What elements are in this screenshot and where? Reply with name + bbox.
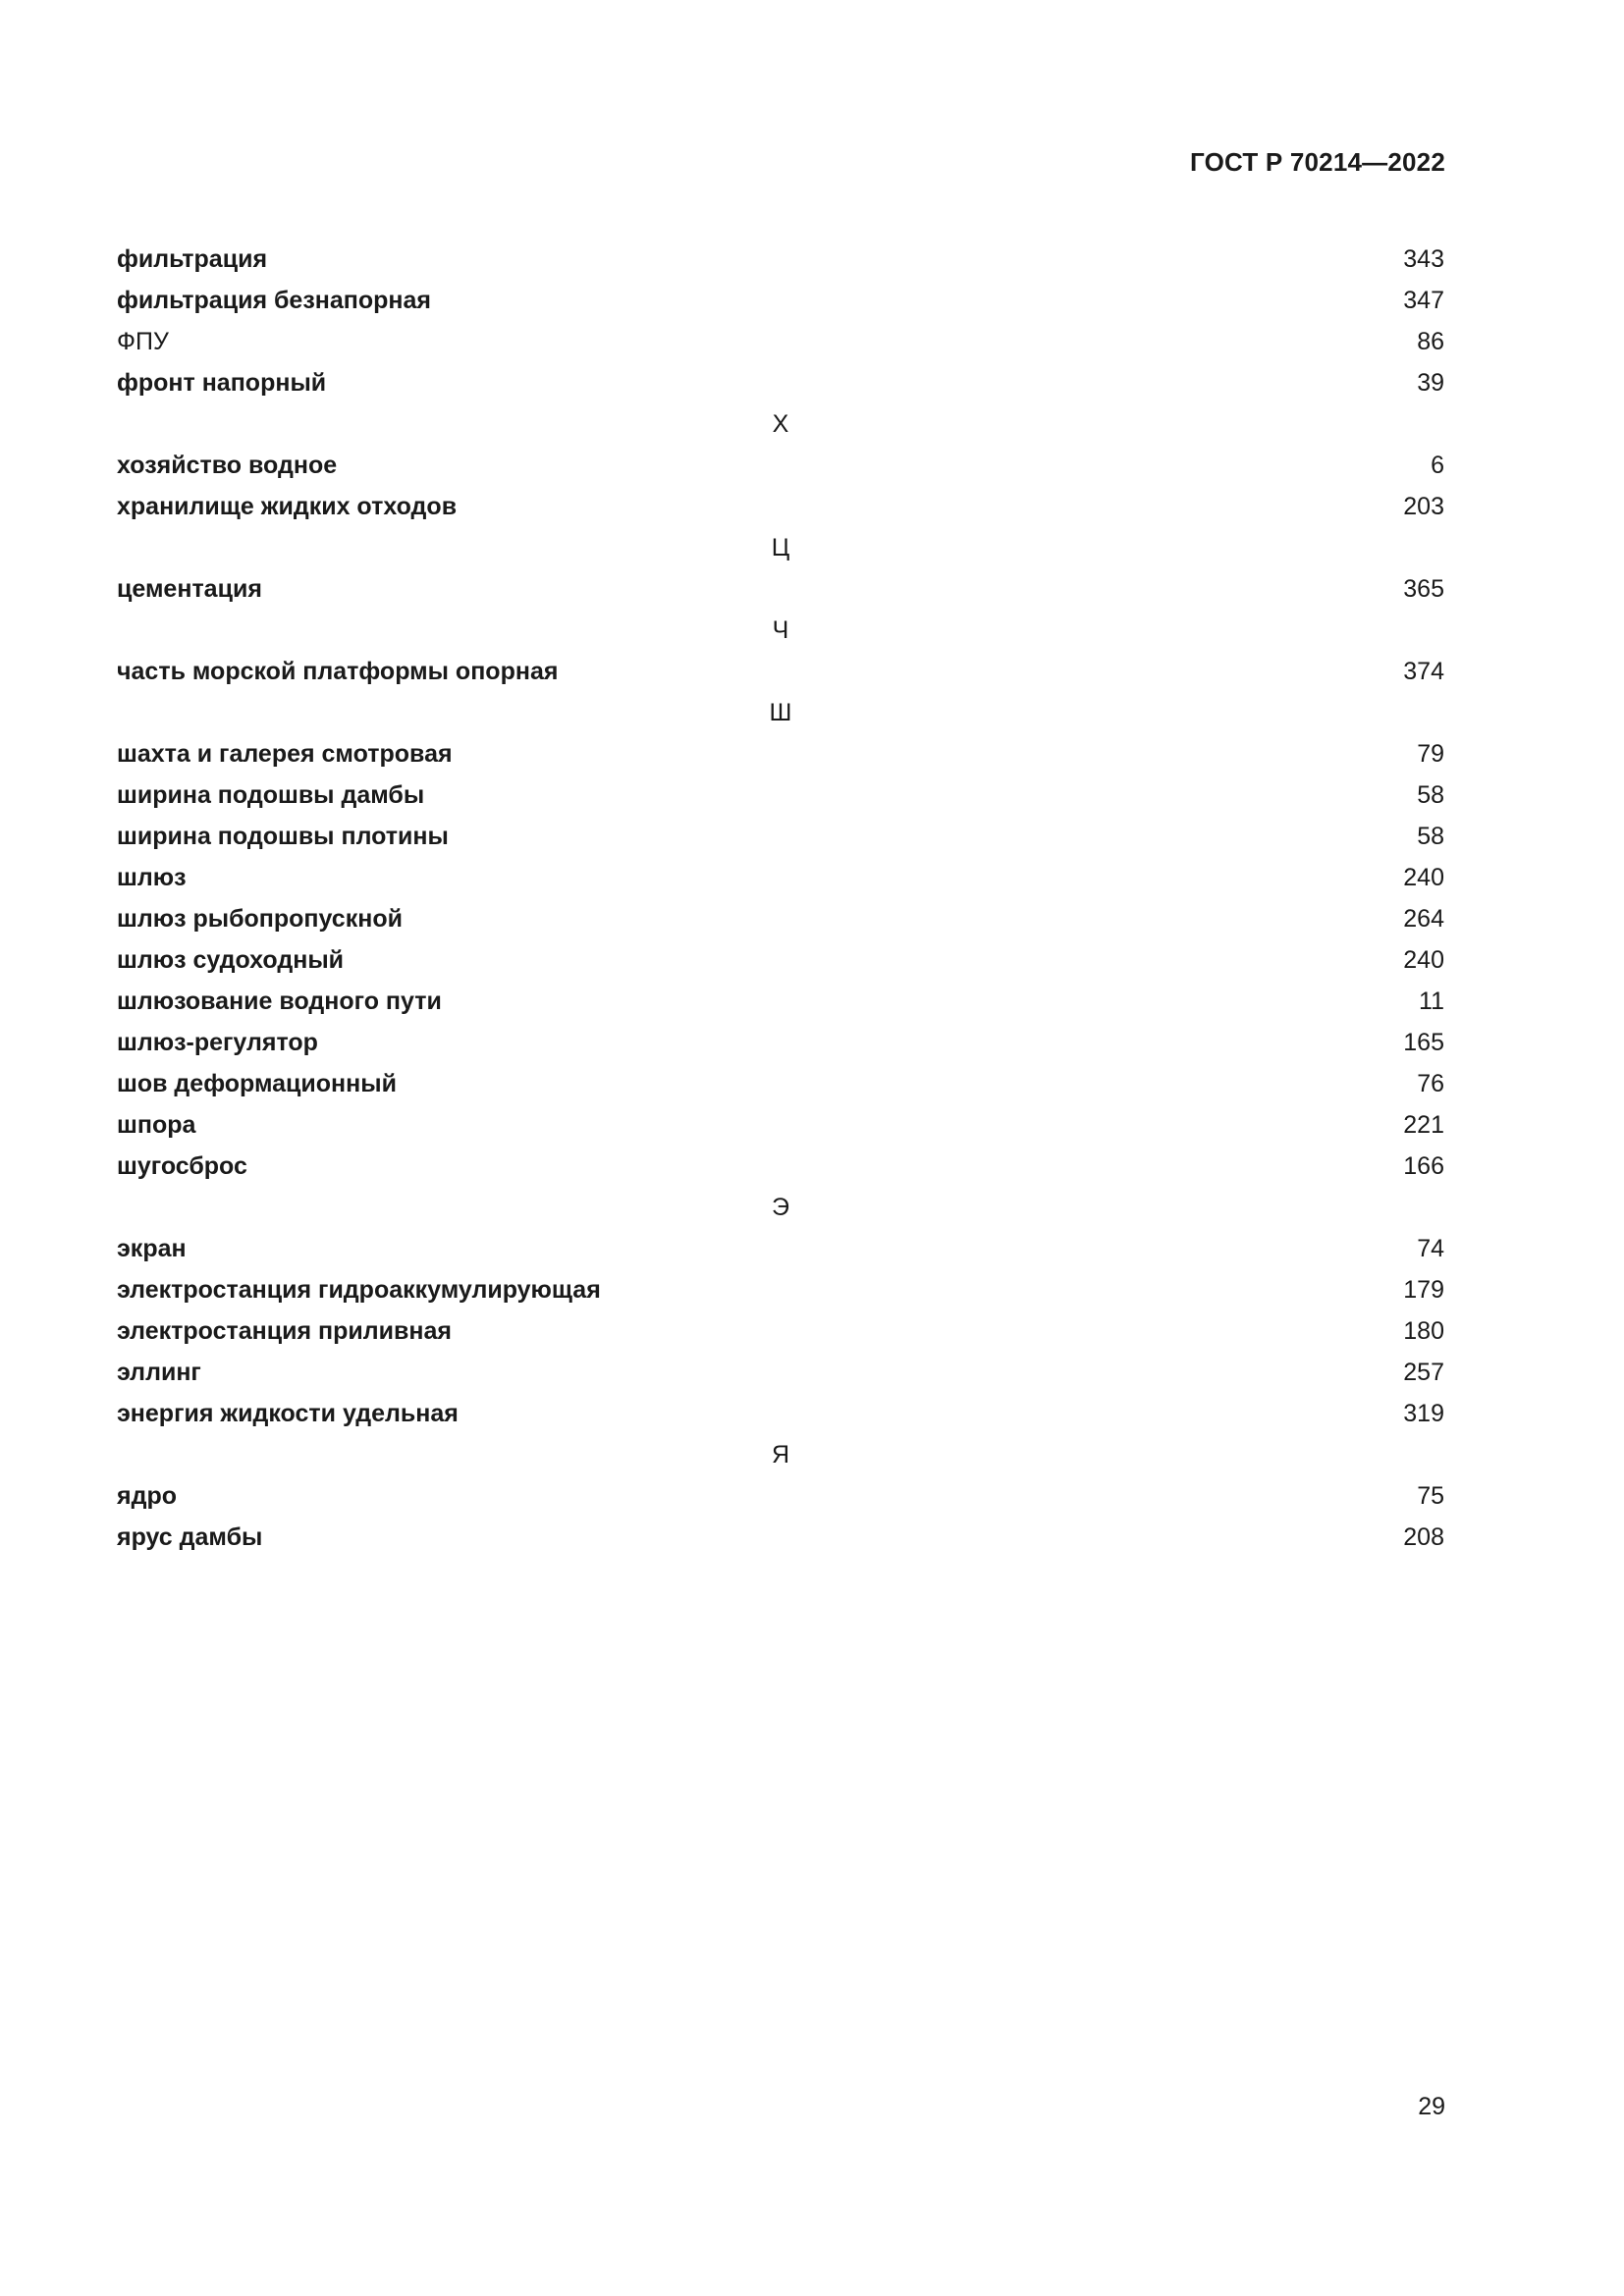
index-entry — [117, 362, 1444, 403]
index-term: электростанция приливная — [117, 1317, 452, 1345]
letter-heading-text: Э — [772, 1194, 789, 1221]
index-term: ядро — [117, 1482, 177, 1510]
letter-heading-text: Ш — [769, 699, 792, 726]
index-entry — [117, 1517, 1444, 1558]
index-entry — [117, 816, 1444, 857]
index-entry — [117, 445, 1444, 486]
index-term: шахта и галерея смотровая — [117, 740, 453, 768]
index-entry — [117, 1393, 1444, 1434]
index-page-ref: 6 — [1431, 452, 1444, 479]
index-term: ярус дамбы — [117, 1523, 263, 1551]
index-entry — [117, 239, 1444, 280]
index-term: фильтрация безнапорная — [117, 287, 431, 314]
index-entry — [117, 1228, 1444, 1269]
index-term: шпора — [117, 1111, 196, 1139]
index-page-ref: 203 — [1403, 493, 1444, 520]
index-page-ref: 74 — [1417, 1235, 1444, 1262]
index-entry — [117, 939, 1444, 981]
index-term: ширина подошвы дамбы — [117, 781, 425, 809]
index-entry — [117, 981, 1444, 1022]
index-letter-heading — [117, 1434, 1444, 1475]
index-page-ref: 165 — [1403, 1029, 1444, 1056]
index-term: шов деформационный — [117, 1070, 397, 1097]
index-entry — [117, 774, 1444, 816]
index-term: электростанция гидроаккумулирующая — [117, 1276, 601, 1304]
index-page-ref: 208 — [1403, 1523, 1444, 1551]
alphabetical-index — [117, 239, 1444, 1558]
index-entry — [117, 486, 1444, 527]
index-term: шлюз — [117, 864, 187, 891]
index-page-ref: 86 — [1417, 328, 1444, 355]
index-term: цементация — [117, 575, 262, 603]
index-entry — [117, 1352, 1444, 1393]
index-page-ref: 39 — [1417, 369, 1444, 397]
index-entry — [117, 857, 1444, 898]
index-entry — [117, 1310, 1444, 1352]
index-page-ref: 58 — [1417, 823, 1444, 850]
index-term: шугосброс — [117, 1152, 247, 1180]
index-page-ref: 319 — [1403, 1400, 1444, 1427]
letter-heading-text: Я — [771, 1441, 790, 1468]
index-entry — [117, 568, 1444, 610]
index-entry — [117, 1475, 1444, 1517]
index-page-ref: 240 — [1403, 946, 1444, 974]
page-number: 29 — [1418, 2093, 1445, 2120]
index-letter-heading — [117, 1187, 1444, 1228]
index-entry — [117, 1104, 1444, 1146]
index-page-ref: 58 — [1417, 781, 1444, 809]
index-page-ref: 11 — [1419, 988, 1444, 1015]
index-entry — [117, 1063, 1444, 1104]
index-entry — [117, 280, 1444, 321]
index-term: ширина подошвы плотины — [117, 823, 449, 850]
index-term: ФПУ — [117, 328, 169, 355]
index-term: фронт напорный — [117, 369, 327, 397]
index-page-ref: 221 — [1403, 1111, 1444, 1139]
index-page-ref: 79 — [1417, 740, 1444, 768]
index-term: фильтрация — [117, 245, 268, 273]
index-term: шлюзование водного пути — [117, 988, 442, 1015]
index-entry — [117, 651, 1444, 692]
index-term: шлюз-регулятор — [117, 1029, 318, 1056]
index-page-ref: 75 — [1417, 1482, 1444, 1510]
index-term: эллинг — [117, 1359, 201, 1386]
index-entry — [117, 1022, 1444, 1063]
index-entry — [117, 321, 1444, 362]
index-page-ref: 257 — [1403, 1359, 1444, 1386]
index-page-ref: 347 — [1403, 287, 1444, 314]
index-letter-heading — [117, 610, 1444, 651]
letter-heading-text: Ц — [771, 534, 790, 561]
index-page-ref: 180 — [1403, 1317, 1444, 1345]
index-letter-heading — [117, 692, 1444, 733]
index-page-ref: 264 — [1403, 905, 1444, 933]
index-page-ref: 76 — [1417, 1070, 1444, 1097]
index-term: энергия жидкости удельная — [117, 1400, 459, 1427]
letter-heading-text: Х — [772, 410, 789, 438]
index-page-ref: 166 — [1403, 1152, 1444, 1180]
index-letter-heading — [117, 403, 1444, 445]
index-entry — [117, 733, 1444, 774]
index-term: экран — [117, 1235, 187, 1262]
index-entry — [117, 1146, 1444, 1187]
index-page-ref: 179 — [1403, 1276, 1444, 1304]
document-code: ГОСТ Р 70214—2022 — [1190, 147, 1445, 177]
index-entry — [117, 1269, 1444, 1310]
index-term: часть морской платформы опорная — [117, 658, 559, 685]
index-term: шлюз судоходный — [117, 946, 345, 974]
index-letter-heading — [117, 527, 1444, 568]
index-page-ref: 240 — [1403, 864, 1444, 891]
index-page-ref: 343 — [1403, 245, 1444, 273]
index-entry — [117, 898, 1444, 939]
index-page-ref: 365 — [1403, 575, 1444, 603]
index-term: хозяйство водное — [117, 452, 338, 479]
index-term: шлюз рыбопропускной — [117, 905, 403, 933]
index-term: хранилище жидких отходов — [117, 493, 458, 520]
index-page-ref: 374 — [1403, 658, 1444, 685]
letter-heading-text: Ч — [772, 616, 789, 644]
